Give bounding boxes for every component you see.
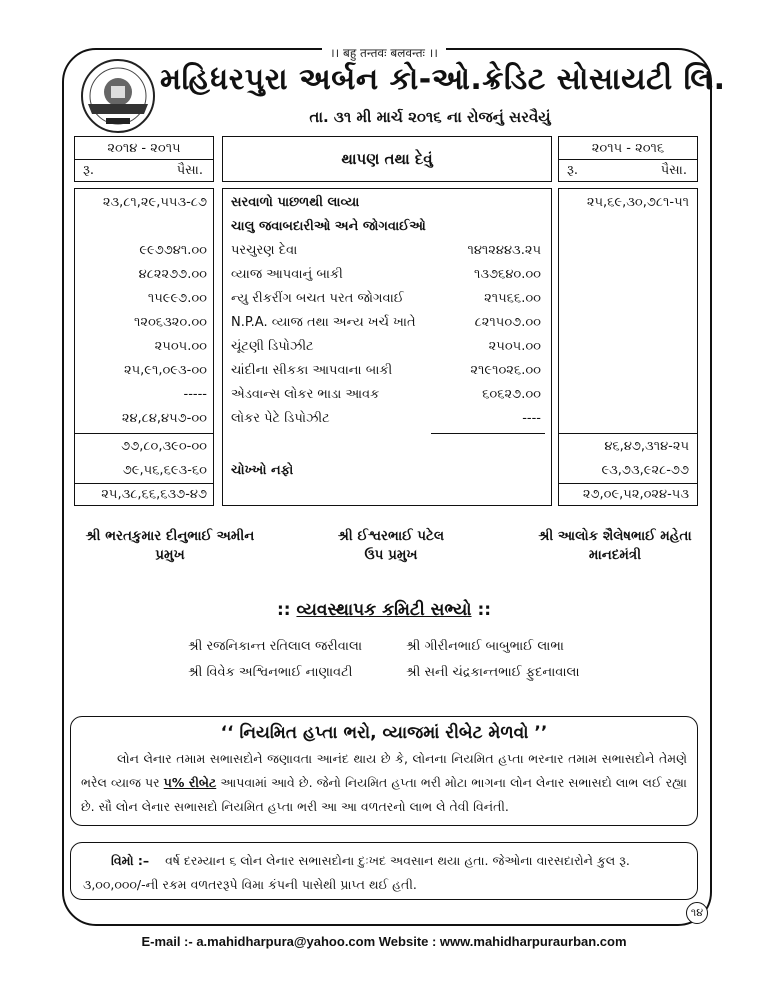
table-cell: ૨૫,૬૯,૩૦,૭૮૧-૫૧ xyxy=(586,195,689,210)
table-cell: ૪૮૨૨૭૭.૦૦ xyxy=(138,267,207,282)
rupees-label: રૂ. xyxy=(567,163,579,178)
row-label: ચાંદીના સીકકા આપવાના બાકી xyxy=(231,363,393,378)
row-value: ---- xyxy=(522,411,541,426)
insurance-note xyxy=(70,842,698,900)
header-current-year xyxy=(558,136,698,182)
row-value: ૧૩૭૬૪૦.૦૦ xyxy=(473,267,541,282)
row-label: ન્યુ રીકરીંગ બચત પરત જોગવાઈ xyxy=(231,291,404,306)
rebate-title: ‘‘ નિયમિત હપ્તા ભરો, વ્યાજમાં રીબેટ મેળવો ’’ xyxy=(220,723,548,743)
header-liabilities xyxy=(222,136,552,182)
table-cell: ૧૫૯૯૭.૦૦ xyxy=(147,291,207,306)
committee-members-right xyxy=(406,634,580,686)
rupees-label: રૂ. xyxy=(83,163,95,178)
current-year-label: ૨૦૧૫ - ૨૦૧૬ xyxy=(591,141,665,156)
row-value: ૨૫૦૫.૦૦ xyxy=(488,339,541,354)
insurance-label: વિમો :– xyxy=(111,853,150,868)
row-label: ચાલુ જવાબદારીઓ અને જોગવાઈઓ xyxy=(231,219,426,234)
row-label: વ્યાજ આપવાનું બાકી xyxy=(231,267,343,282)
motto: ।। बहु तन्तवः बलवन्तः ।। xyxy=(0,44,768,61)
row-label: N.P.A. વ્યાજ તથા અન્ય ખર્ચ ખાતે xyxy=(231,315,416,330)
organization-title: મહિધરપુરા અર્બન કો-ઓ.ક્રેડિટ સોસાયટી લિ. xyxy=(160,62,726,97)
net-profit-cell: ૯૩,૭૩,૯૨૮-૭૭ xyxy=(601,463,689,478)
page-number: ૧૪ xyxy=(686,902,708,924)
committee-member: શ્રી સની ચંદ્રકાન્તભાઈ ફુદનાવાલા xyxy=(406,665,580,680)
rebate-notice xyxy=(70,716,698,826)
table-cell: ----- xyxy=(183,387,207,402)
row-value: ૮૨૧૫૦૭.૦૦ xyxy=(474,315,541,330)
grand-total-cell: ૨૭,૦૯,૫૨,૦૨૪-૫૩ xyxy=(582,487,689,502)
row-label: પરચુરણ દેવા xyxy=(231,243,298,258)
subtotal-cell: ૭૭,૮૦,૩૯૦-૦૦ xyxy=(121,439,207,454)
insurance-text: વર્ષ દરમ્યાન ૬ લોન લેનાર સભાસદોના દુઃખદ અવસાન થયા હતા. જેઓના વારસદારોને કુલ રૂ. ૩,૦૦,૦૦૦/-ની રકમ વળતરરૂપે વિમા કંપની પાસેથી પ્રાપ્ત થઈ હતી. xyxy=(83,853,630,892)
row-value: ૧૪૧૨૪૪૩.૨૫ xyxy=(467,243,541,258)
committee-member: શ્રી રજનિકાન્ત રતિલાલ જરીવાલા xyxy=(188,639,363,654)
row-label: ચૂંટણી ડિપોઝીટ xyxy=(231,339,314,354)
table-cell: ૨૪,૮૪,૪૫૭-૦૦ xyxy=(121,411,207,426)
net-profit-label: ચોખ્ખો નફો xyxy=(231,463,294,478)
committee-member: શ્રી વિવેક અશ્વિનભાઈ નાણાવટી xyxy=(188,665,353,680)
table-cell: ૨૩,૮૧,૨૯,૫૫૩-૮૭ xyxy=(102,195,207,210)
signatory-president: શ્રી ભરતકુમાર દીનુભાઈ અમીન પ્રમુખ xyxy=(85,528,255,563)
grand-total-cell: ૨૫,૩૮,૬૬,૬૩૭-૪૭ xyxy=(101,487,207,502)
liabilities-column xyxy=(222,188,552,506)
subtotal-cell: ૪૬,૪૭,૩૧૪-૨૫ xyxy=(604,439,689,454)
liabilities-heading: થાપણ તથા દેવું xyxy=(341,150,433,168)
table-cell: ૯૯૭૭૪૧.૦૦ xyxy=(139,243,207,258)
table-cell: ૨૫૦૫.૦૦ xyxy=(154,339,207,354)
table-cell: ૧૨૦૬૩૨૦.૦૦ xyxy=(133,315,207,330)
net-profit-cell: ૭૯,૫૬,૬૯૩-૬૦ xyxy=(122,463,207,478)
rebate-text: લોન લેનાર તમામ સભાસદોને જણાવતા આનંદ થાય છે કે, લોનના નિયમિત હપ્તા ભરનાર તમામ સભાસદોને તેમણે ભરેલ વ્યાજ પર ૫% રીબેટ આપવામાં આવે છે. જેનો નિયમિત હપ્તા ભરી મોટા ભાગના લોન લેનાર સભાસદો લાભ લઈ રહ્યા છે. સૌ લોન લેનાર સભાસદો નિયમિત હપ્તા ભરી આ આ વળતરનો લાભ લે તેવી વિનંતી. xyxy=(81,751,687,814)
paisa-label: પૈસા. xyxy=(176,163,203,178)
previous-year-label: ૨૦૧૪ - ૨૦૧૫ xyxy=(107,141,181,156)
row-value: ૨૧૯૧૦૨૬.૦૦ xyxy=(470,363,541,378)
signatory-secretary: શ્રી આલોક શૈલેષભાઈ મહેતા માનદમંત્રી xyxy=(538,528,692,563)
row-value: ૨૧૫૬૬.૦૦ xyxy=(484,291,541,306)
row-value: ૬૦૬૨૭.૦૦ xyxy=(482,387,541,402)
previous-year-column xyxy=(74,188,214,506)
row-label: એડવાન્સ લોકર ભાડા આવક xyxy=(231,387,380,402)
footer-contact: E-mail :- a.mahidharpura@yahoo.com Website : www.mahidharpuraurban.com xyxy=(141,934,627,949)
committee-members-left xyxy=(188,634,362,686)
society-logo-icon xyxy=(80,58,156,134)
signatory-vice-president: શ્રી ઈશ્વરભાઈ પટેલ ઉપ પ્રમુખ xyxy=(337,528,445,563)
committee-heading: :: વ્યવસ્થાપક કમિટી સભ્યો :: xyxy=(276,600,492,620)
row-label: લોકર પેટે ડિપોઝીટ xyxy=(231,411,330,426)
paisa-label: પૈસા. xyxy=(660,163,687,178)
current-year-column xyxy=(558,188,698,506)
header-previous-year xyxy=(74,136,214,182)
table-cell: ૨૫,૯૧,૦૯૩-૦૦ xyxy=(123,363,207,378)
balance-sheet-subtitle: તા. ૩૧ મી માર્ચ ૨૦૧૬ ના રોજનું સરવૈયું xyxy=(309,108,551,126)
row-label: સરવાળો પાછળથી લાવ્યા xyxy=(231,195,360,210)
committee-member: શ્રી ગીરીનભાઈ બાબુભાઈ લાભા xyxy=(406,639,564,654)
